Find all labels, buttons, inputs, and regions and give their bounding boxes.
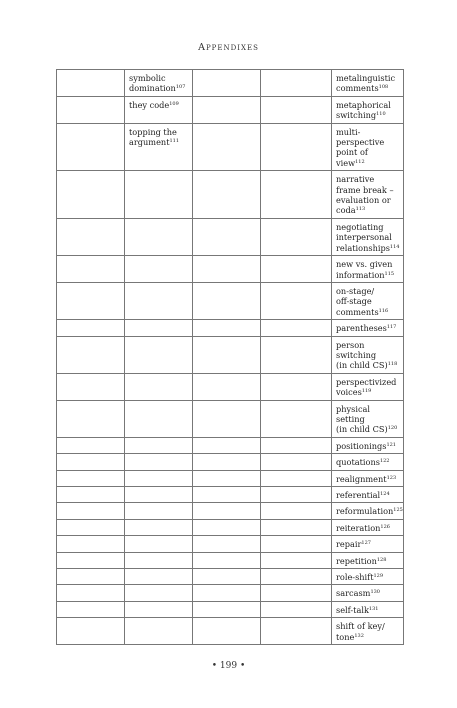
strategy-label: role-shift [336,572,374,583]
table-row [57,171,404,219]
footnote-ref: 132 [354,632,364,639]
table-cell [332,437,404,453]
table-cell [193,70,261,97]
footnote-ref: 127 [361,540,371,547]
table-cell [125,601,193,617]
table-cell [57,536,125,552]
table-cell [193,437,261,453]
table-cell [261,569,332,585]
footnote-ref: 117 [386,324,397,331]
table-cell [125,96,193,123]
table-cell [332,569,404,585]
table-cell [125,618,193,645]
table-cell [332,487,404,503]
table-row [57,552,404,568]
table-cell [332,618,404,645]
page-number: • 199 • [211,661,246,671]
table-cell [125,373,193,400]
table-cell [125,70,193,97]
table-cell [193,320,261,336]
table-cell [193,585,261,601]
table-cell [261,437,332,453]
table-cell [261,96,332,123]
footnote-ref: 112 [355,158,365,165]
table-row [57,437,404,453]
table-row [57,618,404,645]
strategy-label: repetition [336,555,377,566]
table-cell [261,70,332,97]
strategy-label: perspectivized voices [336,376,397,398]
table-cell [57,256,125,283]
table-cell [193,569,261,585]
table-cell [332,601,404,617]
table-cell [125,487,193,503]
table-cell [193,96,261,123]
table-cell [332,218,404,255]
table-cell [332,256,404,283]
table-cell [332,400,404,437]
footnote-ref: 120 [387,425,398,432]
table-cell [193,123,261,171]
table-cell [261,123,332,171]
table-cell [332,282,404,319]
table-cell [332,336,404,373]
table-cell [261,585,332,601]
table-cell [57,320,125,336]
table-cell [193,601,261,617]
table-cell [332,373,404,400]
term-label: they code [129,99,170,110]
table-cell [332,171,404,219]
table-cell [193,552,261,568]
table-cell [125,336,193,373]
table-row [57,503,404,519]
table-cell [57,123,125,171]
footnote-ref: 118 [387,361,398,368]
table-cell [57,552,125,568]
table-row [57,487,404,503]
footnote-ref: 113 [355,206,366,213]
term-label: symbolic domination [129,73,176,94]
table-row [57,470,404,486]
table-row [57,585,404,601]
table-row [57,454,404,470]
table-cell [125,171,193,219]
table-cell [193,373,261,400]
table-cell [193,400,261,437]
table-cell [261,400,332,437]
table-cell [57,70,125,97]
table-cell [125,400,193,437]
table-cell [125,536,193,552]
table-cell [57,400,125,437]
footnote-ref: 107 [175,84,186,91]
table-cell [261,503,332,519]
table-cell [332,585,404,601]
table-cell [332,470,404,486]
table-cell [125,585,193,601]
strategy-label: metaphorical switching [336,99,391,121]
table-row [57,282,404,319]
table-cell [125,503,193,519]
table-cell [125,454,193,470]
table-row [57,569,404,585]
table-cell [261,536,332,552]
strategy-label: person switching (in child CS) [336,339,388,371]
table-cell [125,437,193,453]
footnote-ref: 108 [378,84,389,91]
strategy-label: parentheses [336,323,387,334]
table-cell [125,519,193,535]
table-cell [193,218,261,255]
table-row [57,373,404,400]
table-cell [332,454,404,470]
table-cell [261,618,332,645]
table-cell [193,256,261,283]
table-cell [261,601,332,617]
table-cell [193,470,261,486]
table-row [57,320,404,336]
table-row [57,96,404,123]
table-row [57,601,404,617]
table-cell [261,171,332,219]
table-row [57,256,404,283]
footnote-ref: 129 [373,573,384,580]
strategy-label: narrative frame break – evaluation or coda [336,174,394,216]
table-row [57,123,404,171]
strategy-label: new vs. given information [336,259,393,280]
strategy-label: multi- perspective point of view [336,126,385,168]
table-cell [261,454,332,470]
table-cell [125,320,193,336]
strategy-label: sarcasm [336,588,371,599]
table-cell [193,336,261,373]
table-cell [193,282,261,319]
table-cell [332,503,404,519]
strategy-label: quotations [336,457,380,468]
footnote-ref: 122 [379,458,390,465]
table-row [57,70,404,97]
table-cell [57,519,125,535]
footnote-ref: 124 [380,491,390,497]
table-cell [57,96,125,123]
strategy-label: repair [336,539,362,550]
table-cell [332,70,404,97]
strategy-label: self-talk [336,604,369,615]
table-cell [332,320,404,336]
strategy-label: positionings [336,440,387,451]
table-cell [125,123,193,171]
table-cell [261,519,332,535]
table-cell [261,218,332,255]
table-cell [261,373,332,400]
table-cell [193,519,261,535]
strategy-label: referential [336,490,381,500]
table-cell [261,487,332,503]
table-cell [57,618,125,645]
footnote-ref: 115 [384,270,395,277]
table-cell [57,569,125,585]
footnote-ref: 119 [361,388,372,395]
table-cell [193,618,261,645]
footnote-ref: 125 [393,507,403,514]
footnote-ref: 110 [376,111,386,118]
table-cell [261,470,332,486]
table-cell [125,470,193,486]
footnote-ref: 131 [368,605,379,612]
table-cell [261,336,332,373]
strategy-label: reiteration [336,522,381,533]
table-cell [332,96,404,123]
strategy-label: shift of key/ tone [336,621,385,642]
table-cell [57,171,125,219]
table-cell [57,454,125,470]
footnote-ref: 109 [169,100,179,107]
table-cell [332,519,404,535]
appendix-table [56,69,404,645]
table-row [57,218,404,255]
table-row [57,519,404,535]
running-header: Appendixes [198,42,259,53]
table-cell [57,437,125,453]
table-cell [193,454,261,470]
table-cell [125,282,193,319]
footnote-ref: 126 [380,523,390,530]
table-cell [125,569,193,585]
table-cell [193,171,261,219]
footnote-ref: 116 [378,307,389,314]
table-cell [57,601,125,617]
table-cell [57,487,125,503]
strategy-label: negotiating interpersonal relationships [336,221,392,253]
table-cell [57,373,125,400]
table-cell [332,552,404,568]
footnote-ref: 111 [169,138,180,145]
table-cell [57,282,125,319]
strategy-label: on-stage/ off-stage comments [336,285,379,317]
strategy-label: realignment [336,473,387,484]
table-cell [332,536,404,552]
table-cell [193,487,261,503]
footnote-ref: 114 [389,243,400,250]
table-cell [125,256,193,283]
table-row [57,400,404,437]
table-cell [57,336,125,373]
table-row [57,336,404,373]
footnote-ref: 128 [376,556,387,563]
table-row [57,536,404,552]
strategy-label: metalinguistic comments [336,73,396,94]
table-cell [57,218,125,255]
table-cell [57,503,125,519]
table-cell [332,123,404,171]
strategy-label: physical setting (in child CS) [336,403,388,435]
table-cell [193,536,261,552]
table-cell [125,552,193,568]
table-cell [261,320,332,336]
table-cell [125,218,193,255]
term-label: topping the argument [129,126,177,148]
strategy-label: reformulation [336,506,394,517]
table-cell [261,552,332,568]
table-cell [261,256,332,283]
footnote-ref: 130 [370,589,380,596]
footnote-ref: 121 [386,441,396,448]
footnote-ref: 123 [386,474,397,481]
table-cell [57,585,125,601]
table-cell [261,282,332,319]
table-cell [193,503,261,519]
table-cell [57,470,125,486]
